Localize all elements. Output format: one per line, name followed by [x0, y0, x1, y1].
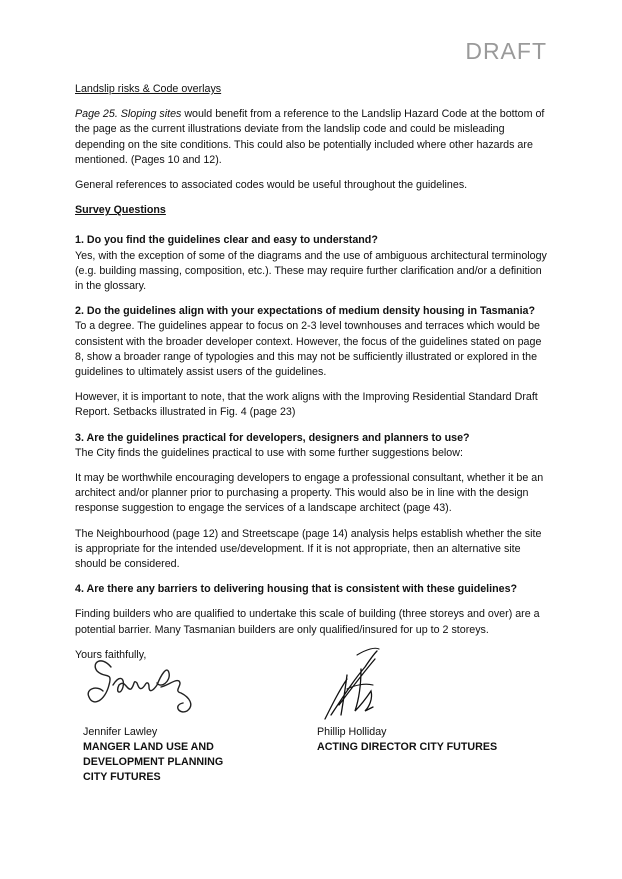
- question-1: 1. Do you find the guidelines clear and easy to understand?: [75, 234, 378, 247]
- signatory-lawley: [83, 645, 243, 785]
- answer-1: Yes, with the exception of some of the diagrams and the use of ambiguous architectural terminology (e.g. building massing, composition, etc.). These may require further clarification and/or a definition in the glossary.: [75, 249, 547, 293]
- letter-body: [75, 82, 547, 673]
- draft-watermark: DRAFT: [465, 38, 547, 64]
- answer-3-analysis: The Neighbourhood (page 12) and Streetscape (page 14) analysis helps establish whether the site is appropriate for the intended use/development. If it is not appropriate, then an alternative site should be considered.: [75, 527, 542, 571]
- signatory-holliday: [317, 645, 537, 755]
- question-4: 4. Are there any barriers to delivering housing that is consistent with these guidelines?: [75, 583, 518, 596]
- answer-4: Finding builders who are qualified to undertake this scale of building (three storeys and over) are a potential barrier. Many Tasmanian builders are only qualified/insured for up to 2 storeys.: [75, 608, 540, 636]
- signature-area: [75, 645, 547, 805]
- answer-3: The City finds the guidelines practical to use with some further suggestions below:: [75, 446, 463, 459]
- codes-paragraph: General references to associated codes would be useful throughout the guidelines.: [75, 179, 468, 192]
- signatory-title: ACTING DIRECTOR CITY FUTURES: [317, 741, 498, 753]
- signatory-name: Phillip Holliday: [317, 726, 387, 738]
- landslip-paragraph-text: would benefit from a reference to the Landslip Hazard Code at the bottom of the page as the current illustrations deviate from the landslip code and could be misleading depending on the site conditions. This could also be potentially included where other hazards are mentioned. (Pages 10 and 12).: [75, 108, 545, 166]
- answer-2-note: However, it is important to note, that the work aligns with the Improving Residential Standard Draft Report. Setbacks illustrated in Fig. 4 (page 23): [75, 391, 538, 419]
- question-3: 3. Are the guidelines practical for developers, designers and planners to use?: [75, 431, 470, 444]
- section-heading-landslip: Landslip risks & Code overlays: [75, 83, 222, 95]
- closing: Yours faithfully,: [75, 648, 147, 661]
- signatory-name: Jennifer Lawley: [83, 726, 158, 738]
- landslip-paragraph: [75, 107, 547, 168]
- page-reference: Page 25. Sloping sites: [75, 108, 182, 121]
- survey-heading: Survey Questions: [75, 204, 166, 217]
- question-2: 2. Do the guidelines align with your expectations of medium density housing in Tasmania?: [75, 305, 536, 318]
- signatory-title: MANGER LAND USE AND DEVELOPMENT PLANNING CITY FUTURES: [83, 741, 224, 783]
- answer-2: To a degree. The guidelines appear to focus on 2-3 level townhouses and terraces which would be consistent with the broader developer context. However, the focus of the guidelines stated on page 8, show a broader range of typologies and this may not be sufficiently illustrated or explored in the guidelines to ultimately assist users of the guidelines.: [75, 320, 542, 379]
- handwritten-signature-lawley: [83, 645, 203, 725]
- answer-3-consultant: It may be worthwhile encouraging developers to engage a professional consultant, whether it be an architect and/or planner prior to purchasing a property. This would also be in line with the design response suggestion to engage the services of a landscape architect (page 43).: [75, 472, 544, 515]
- handwritten-signature-holliday: [317, 645, 427, 725]
